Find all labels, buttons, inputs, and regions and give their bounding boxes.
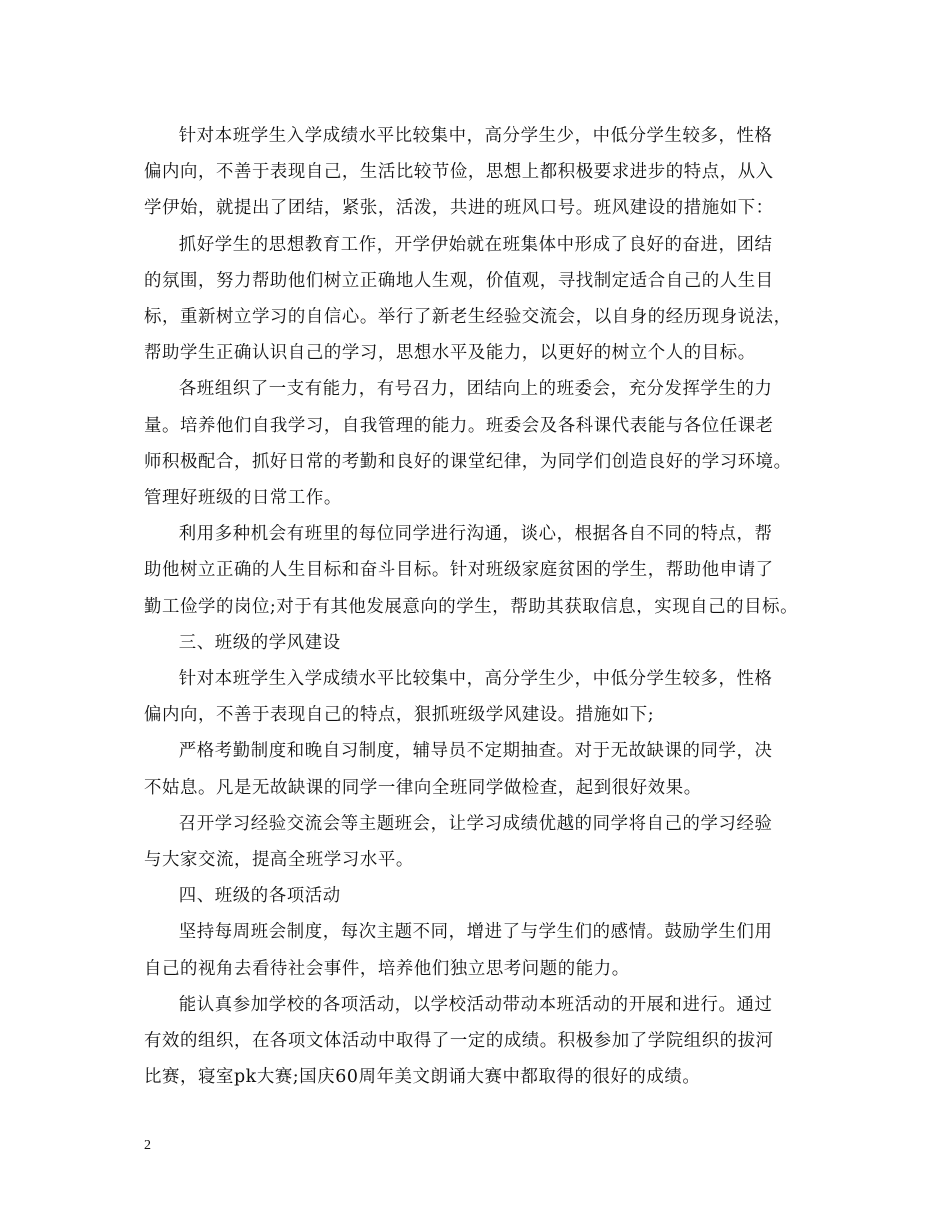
paragraph	[144, 914, 824, 986]
text-line: 能认真参加学校的各项活动，以学校活动带动本班活动的开展和进行。通过	[178, 994, 773, 1015]
paragraph	[144, 661, 824, 733]
section-heading	[144, 625, 824, 661]
paragraph	[144, 987, 824, 1096]
page-number: 2	[144, 1138, 151, 1153]
text-line: 有效的组织，在各项文体活动中取得了一定的成绩。积极参加了学院组织的拔河	[144, 1031, 774, 1052]
text-line: 学伊始，就提出了团结，紧张，活泼，共进的班风口号。班风建设的措施如下：	[144, 198, 774, 219]
text-line: 三、班级的学风建设	[178, 632, 341, 653]
text-line: 量。培养他们自我学习，自我管理的能力。班委会及各科课代表能与各位任课老	[144, 415, 774, 436]
text-line: 勤工俭学的岗位;对于有其他发展意向的学生，帮助其获取信息，实现自己的目标。	[144, 596, 799, 617]
text-line: 不姑息。凡是无故缺课的同学一律向全班同学做检查，起到很好效果。	[144, 777, 702, 798]
text-line: 各班组织了一支有能力，有号召力，团结向上的班委会，充分发挥学生的力	[178, 379, 773, 400]
text-line: 针对本班学生入学成绩水平比较集中，高分学生少，中低分学生较多，性格	[178, 126, 773, 146]
text-line: 与大家交流，提高全班学习水平。	[144, 850, 414, 871]
section-heading	[144, 878, 824, 914]
text-line: 的氛围，努力帮助他们树立正确地人生观，价值观，寻找制定适合自己的人生目	[144, 270, 774, 291]
text-line: 管理好班级的日常工作。	[144, 488, 342, 509]
text-line: 助他树立正确的人生目标和奋斗目标。针对班级家庭贫困的学生，帮助他申请了	[144, 560, 774, 581]
text-line: 针对本班学生入学成绩水平比较集中，高分学生少，中低分学生较多，性格	[178, 669, 773, 690]
text-line: 比赛，寝室pk大赛;国庆60周年美文朗诵大赛中都取得的很好的成绩。	[144, 1067, 701, 1088]
paragraph	[144, 371, 824, 516]
text-line: 自己的视角去看待社会事件，培养他们独立思考问题的能力。	[144, 958, 630, 979]
text-line: 利用多种机会有班里的每位同学进行沟通，谈心，根据各自不同的特点，帮	[178, 524, 773, 545]
text-line: 偏内向，不善于表现自己，生活比较节俭，思想上都积极要求进步的特点，从入	[144, 162, 774, 183]
paragraph	[144, 733, 824, 805]
paragraph	[144, 806, 824, 878]
text-line: 四、班级的各项活动	[178, 886, 341, 907]
paragraph	[144, 118, 824, 227]
document-body	[144, 118, 824, 1095]
paragraph	[144, 516, 824, 625]
text-line: 严格考勤制度和晚自习制度，辅导员不定期抽查。对于无故缺课的同学，决	[178, 741, 773, 762]
text-line: 标，重新树立学习的自信心。举行了新老生经验交流会，以自身的经历现身说法，	[144, 307, 792, 328]
text-line: 帮助学生正确认识自己的学习，思想水平及能力，以更好的树立个人的目标。	[144, 343, 756, 364]
text-line: 偏内向，不善于表现自己的特点，狠抓班级学风建设。措施如下;	[144, 705, 655, 726]
text-line: 坚持每周班会制度，每次主题不同，增进了与学生们的感情。鼓励学生们用	[178, 922, 773, 943]
paragraph	[144, 227, 824, 372]
text-line: 召开学习经验交流会等主题班会，让学习成绩优越的同学将自己的学习经验	[178, 813, 773, 834]
text-line: 抓好学生的思想教育工作，开学伊始就在班集体中形成了良好的奋进，团结	[178, 234, 773, 255]
text-line: 师积极配合，抓好日常的考勤和良好的课堂纪律，为同学们创造良好的学习环境。	[144, 451, 792, 472]
